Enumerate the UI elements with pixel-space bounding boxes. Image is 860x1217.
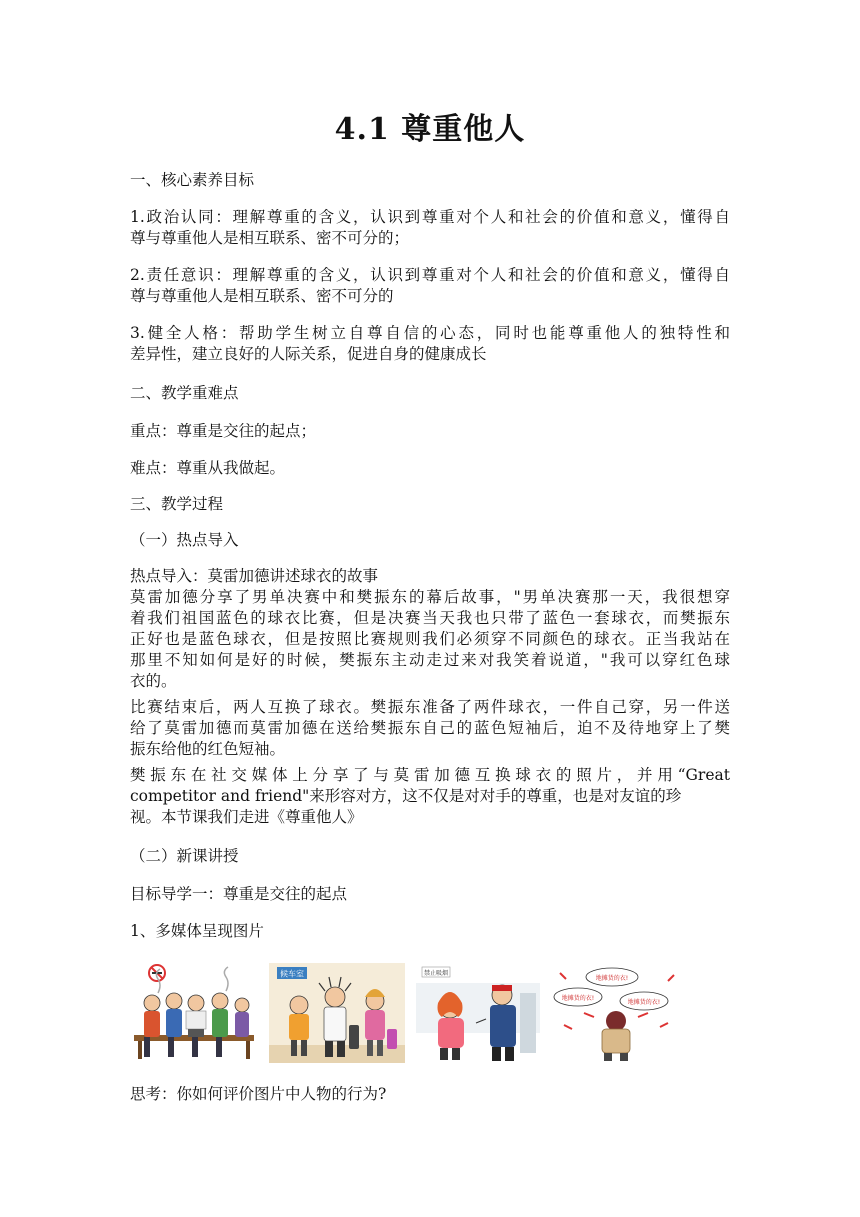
paragraph-line: 3.健全人格：帮助学生树立自尊自信的心态，同时也能尊重他人的独特性和 <box>130 324 730 342</box>
paragraph-line: 正好也是蓝色球衣，但是按照比赛规则我们必须穿不同颜色的球衣。正当我站在 <box>130 630 730 648</box>
paragraph-line: competitor and friend"来形容对方，这不仅是对对手的尊重，也是对友谊的珍 <box>130 787 682 805</box>
paragraph-line: 那里不知如何是好的时候，樊振东主动走过来对我笑着说道，"我可以穿红色球 <box>130 651 730 669</box>
paragraph-line: 比赛结束后，两人互换了球衣。樊振东准备了两件球衣，一件自己穿，另一件送 <box>130 698 730 716</box>
page-title: 4.1 尊重他人 <box>334 112 526 147</box>
paragraph-line: 樊振东在社交媒体上分享了与莫雷加德互换球衣的照片，并用“Great <box>130 766 730 784</box>
paragraph-line: 1.政治认同：理解尊重的含义，认识到尊重对个人和社会的价值和意义，懂得自 <box>130 208 730 226</box>
paragraph-line: 1、多媒体呈现图片 <box>130 922 264 940</box>
paragraph-line: 目标导学一：尊重是交往的起点 <box>130 885 348 903</box>
question-text: 思考：你如何评价图片中人物的行为? <box>130 1085 387 1103</box>
waiting-room-cartoon <box>269 963 405 1063</box>
paragraph-line: 衣的。 <box>130 672 177 690</box>
smoking-bench-cartoon <box>130 963 257 1063</box>
waiting-room-sign-text: 候车室 <box>280 969 304 979</box>
paragraph-line: 给了莫雷加德而莫雷加德在送给樊振东自己的蓝色短袖后，迫不及待地穿上了樊 <box>130 719 730 737</box>
paragraph-line: 振东给他的红色短袖。 <box>130 740 286 758</box>
argument-cartoon <box>416 963 540 1063</box>
paragraph-line: 难点：尊重从我做起。 <box>130 459 286 477</box>
scene-sign-text: 禁止吸烟 <box>423 970 449 977</box>
bubble-text-2: 地摊货的衣! <box>561 995 595 1002</box>
paragraph-line: 差异性，建立良好的人际关系，促进自身的健康成长 <box>130 345 487 363</box>
paragraph-line: 视。本节课我们走进《尊重他人》 <box>130 808 363 826</box>
bubble-text-3: 地摊货的衣! <box>627 999 661 1006</box>
subsection-heading: （一）热点导入 <box>130 531 239 549</box>
paragraph-line: 热点导入：莫雷加德讲述球衣的故事 <box>130 567 379 585</box>
paragraph-line: 尊与尊重他人是相互联系、密不可分的； <box>130 229 410 247</box>
paragraph-line: 莫雷加德分享了男单决赛中和樊振东的幕后故事，"男单决赛那一天，我很想穿 <box>130 588 730 606</box>
speech-bubbles-cartoon <box>550 963 686 1063</box>
paragraph-line: 重点：尊重是交往的起点； <box>130 422 317 440</box>
section-heading-objectives: 一、核心素养目标 <box>130 171 255 189</box>
bubble-text-1: 地摊货的衣! <box>595 975 629 982</box>
section-heading-process: 三、教学过程 <box>130 495 224 513</box>
subsection-heading: （二）新课讲授 <box>130 847 239 865</box>
illustration-strip <box>130 963 690 1068</box>
paragraph-line: 尊与尊重他人是相互联系、密不可分的 <box>130 287 394 305</box>
paragraph-line: 着我们祖国蓝色的球衣比赛，但是决赛当天我也只带了蓝色一套球衣，而樊振东 <box>130 609 730 627</box>
paragraph-line: 2.责任意识：理解尊重的含义，认识到尊重对个人和社会的价值和意义，懂得自 <box>130 266 730 284</box>
section-heading-keypoints: 二、教学重难点 <box>130 384 239 402</box>
